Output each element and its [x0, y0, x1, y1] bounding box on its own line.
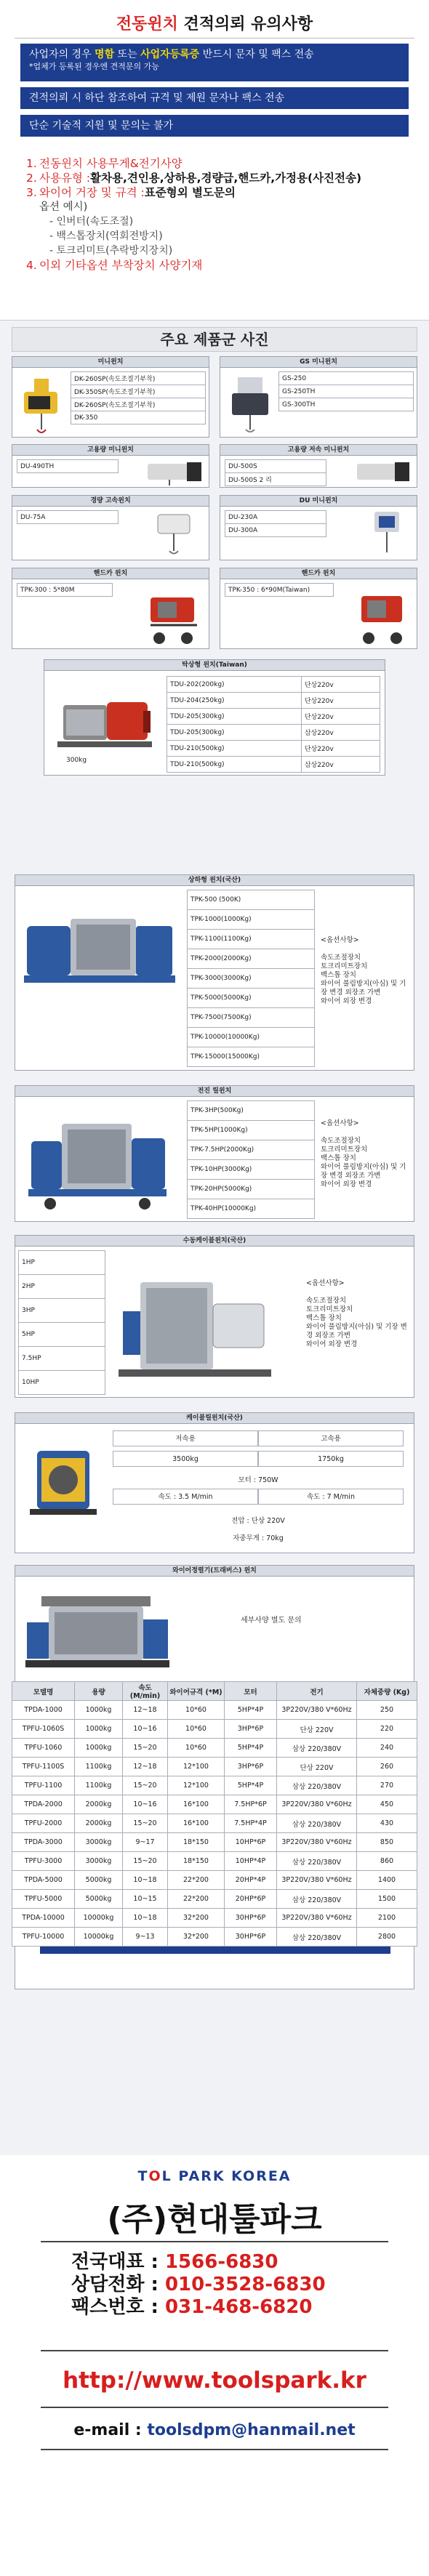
- table-cell: 12*100: [168, 1776, 225, 1795]
- hs-winch-table: DU-490TH: [17, 459, 119, 473]
- updown-winch-table: [187, 890, 315, 1067]
- table-cell: TPFU-1100S: [12, 1758, 75, 1776]
- table-cell: 15~20: [123, 1776, 168, 1795]
- table-row: TPK-15000(15000Kg): [188, 1047, 315, 1067]
- fast-winch-table: [187, 1100, 315, 1219]
- table-cell: 2100: [357, 1909, 417, 1928]
- table-row: 10HP: [19, 1371, 105, 1395]
- notice-item: 1. 전동윈치 사용무게&전기사양: [26, 157, 183, 170]
- hand-winch2-image: [348, 581, 414, 647]
- table-cell: 10000kg: [75, 1909, 123, 1928]
- large-winch-spec-table: [12, 1681, 417, 1947]
- table-row: [12, 1909, 417, 1928]
- table-cell: 삼상 220/380V: [277, 1814, 357, 1833]
- table-cell: 32*200: [168, 1909, 225, 1928]
- table-cell: 15~20: [123, 1814, 168, 1833]
- table-cell: 3000kg: [75, 1852, 123, 1871]
- table-cell: 5000kg: [75, 1890, 123, 1909]
- table-cell: TPDA-1000: [12, 1701, 75, 1720]
- notice-box-business: 사업자의 경우 명함 또는 사업자등록증 반드시 문자 및 팩스 전송 *업체가 등록된 경우엔 견적문의 가능: [20, 44, 409, 81]
- table-cell: 20HP*6P: [225, 1890, 277, 1909]
- table-cell: 1100kg: [75, 1776, 123, 1795]
- table-row: TPK-20HP(5000Kg): [188, 1180, 315, 1199]
- table-cell: 18*150: [168, 1833, 225, 1852]
- cable-reel-speed-row: 속도 : 3.5 M/min 속도 : 7 M/min: [113, 1489, 404, 1505]
- hs-winch2-image: [354, 458, 414, 487]
- option-head: 옵션 예시): [39, 201, 88, 213]
- updown-winch-image: [20, 897, 180, 1006]
- notice-item: 4. 이외 기타옵션 부착장치 사양기재: [26, 259, 203, 272]
- table-cell: 430: [357, 1814, 417, 1833]
- card-hand-winch: 핸드카 윈치 TPK-300 : 5*80M: [12, 568, 209, 649]
- table-row: TDU-205(300kg) 단상220v: [167, 709, 380, 725]
- gs-winch-table: GS-250 GS-250TH GS-300TH: [278, 371, 414, 411]
- table-row: TDU-202(200kg) 단상220v: [167, 677, 380, 693]
- table-cell: 10HP*6P: [225, 1833, 277, 1852]
- table-header-row: 모델명 용량 속도 (M/min) 와이어규격 (*M) 모터 전기 자체중량 (Kg): [12, 1682, 417, 1701]
- table-row: 5HP: [19, 1323, 105, 1347]
- option-item: - 토크리미트(추락방지장치): [49, 245, 173, 257]
- table-cell: 삼상 220/380V: [277, 1776, 357, 1795]
- cable-options: <옵션사항> 속도조절장치 토크리미트장치 백스톱 장치 와이어 풀림방지(아심) 및 기장 변경 외장조 가변 와이어 외장 변경: [306, 1279, 407, 1348]
- table-row: [12, 1871, 417, 1890]
- table-cell: TPFU-1100: [12, 1776, 75, 1795]
- table-cell: 7.5HP*4P: [225, 1814, 277, 1833]
- table-cell: 20HP*4P: [225, 1871, 277, 1890]
- notice-item: 2. 사용유형 : 활차용,견인용,상하용,경량급,핸드카,가정용(사진전송): [26, 172, 362, 185]
- table-cell: TPDA-2000: [12, 1795, 75, 1814]
- table-cell: 18*150: [168, 1852, 225, 1871]
- table-row: TPK-10000(10000Kg): [188, 1028, 315, 1047]
- table-cell: 3P220V/380 V*60Hz: [277, 1909, 357, 1928]
- table-cell: 260: [357, 1758, 417, 1776]
- table-cell: 16*100: [168, 1814, 225, 1833]
- fax-number: 031-468-6820: [164, 2296, 313, 2318]
- table-row: TPK-40HP(10000Kg): [188, 1199, 315, 1219]
- mini-winch-image: [15, 371, 68, 435]
- divider: [15, 38, 414, 39]
- cable-winch-image: [111, 1253, 278, 1394]
- table-cell: 단상 220V: [277, 1758, 357, 1776]
- table-cell: TPFU-10000: [12, 1928, 75, 1947]
- du-winch-image: [360, 509, 414, 558]
- cable-reel-power: 전압 : 단상 220V: [231, 1517, 285, 1525]
- table-row: TPK-2000(2000Kg): [188, 949, 315, 969]
- cable-reel-value-row: 3500kg 1750kg: [113, 1451, 404, 1467]
- table-cell: 삼상 220/380V: [277, 1890, 357, 1909]
- table-row: [12, 1795, 417, 1814]
- light-winch-image: [146, 510, 204, 558]
- table-cell: 3P220V/380 V*60Hz: [277, 1701, 357, 1720]
- table-cell: TPFU-5000: [12, 1890, 75, 1909]
- table-cell: 450: [357, 1795, 417, 1814]
- table-cell: 12~18: [123, 1758, 168, 1776]
- table-cell: 1500: [357, 1890, 417, 1909]
- table-cell: TPDA-3000: [12, 1833, 75, 1852]
- svg-text:300kg: 300kg: [66, 757, 87, 764]
- taiwan-winch-image: [50, 676, 159, 770]
- table-cell: 10HP*4P: [225, 1852, 277, 1871]
- footer: [0, 2155, 429, 2576]
- table-cell: 5HP*4P: [225, 1701, 277, 1720]
- fast-winch-image: [21, 1102, 174, 1218]
- table-row: TDU-204(250kg) 단상220v: [167, 693, 380, 709]
- website-link[interactable]: http://www.toolspark.kr: [63, 2367, 366, 2394]
- table-cell: 3P220V/380 V*60Hz: [277, 1871, 357, 1890]
- traverse-winch-image: [20, 1582, 172, 1683]
- divider: [41, 2407, 388, 2408]
- table-cell: 30HP*6P: [225, 1909, 277, 1928]
- table-cell: 10~18: [123, 1871, 168, 1890]
- table-row: TDU-210(500kg) 삼상220v: [167, 757, 380, 773]
- hand-winch-image: [136, 581, 206, 647]
- light-winch-table: DU-75A: [17, 510, 119, 524]
- table-row: [12, 1701, 417, 1720]
- table-row: TPK-1000(1000Kg): [188, 910, 315, 930]
- table-cell: 22*200: [168, 1890, 225, 1909]
- cable-winch-table: [18, 1250, 105, 1395]
- notice-section: [0, 0, 429, 320]
- card-traverse-winch: 와이어정렬기(트래버스) 윈치 세부사양 별도 문의: [15, 1565, 414, 1686]
- table-cell: TPDA-5000: [12, 1871, 75, 1890]
- table-cell: 860: [357, 1852, 417, 1871]
- table-cell: 12~18: [123, 1701, 168, 1720]
- table-cell: 10*60: [168, 1720, 225, 1739]
- table-row: TPK-500 (500K): [188, 890, 315, 910]
- option-item: - 백스톱장치(역회전방지): [49, 230, 163, 242]
- hand-winch-table: TPK-300 : 5*80M: [17, 583, 113, 597]
- divider: [41, 2350, 388, 2351]
- products-header: 주요 제품군 사진: [12, 327, 417, 352]
- gs-winch-image: [225, 371, 276, 434]
- card-du-winch: DU 미니윈치 DU-230A DU-300A: [220, 495, 417, 560]
- notice-box-spec: 견적의뢰 시 하단 참조하여 규격 및 제원 문자나 팩스 전송: [20, 87, 409, 109]
- table-cell: 250: [357, 1701, 417, 1720]
- table-cell: 10~18: [123, 1909, 168, 1928]
- table-cell: 10*60: [168, 1701, 225, 1720]
- table-cell: 3P220V/380 V*60Hz: [277, 1833, 357, 1852]
- table-cell: 15~20: [123, 1739, 168, 1758]
- card-cable-reel-winch: 케이블릴윈치(국산) 저속용 고속용 3500kg 1750kg 모터 : 750W 속도 : 3.5 M/min 속도 : 7 M/min 전압 : 단상 220V 자중무게 : 70kg: [15, 1412, 414, 1553]
- table-cell: TPFU-2000: [12, 1814, 75, 1833]
- table-row: 1HP: [19, 1251, 105, 1275]
- table-cell: 1400: [357, 1871, 417, 1890]
- cable-reel-image: [20, 1429, 107, 1551]
- table-cell: 1000kg: [75, 1720, 123, 1739]
- email-line: e-mail : toolsdpm@hanmail.net: [73, 2421, 356, 2439]
- hs-winch-image: [143, 458, 206, 487]
- table-row: [12, 1814, 417, 1833]
- table-row: [12, 1758, 417, 1776]
- table-cell: 850: [357, 1833, 417, 1852]
- table-row: [12, 1739, 417, 1758]
- table-cell: 16*100: [168, 1795, 225, 1814]
- table-cell: 2000kg: [75, 1814, 123, 1833]
- table-cell: TPDA-10000: [12, 1909, 75, 1928]
- table-cell: 22*200: [168, 1871, 225, 1890]
- card-taiwan-winch: 탁상형 윈치(Taiwan) 300kg TDU-202(200kg) 단상220v TDU-204(250kg) 단상220v TDU-205(300kg) 단상220v TDU-205(300kg) 삼상220v TDU-210(500kg) 단상220v TDU-210(500kg) 삼상220v: [44, 659, 385, 776]
- table-cell: 단상 220V: [277, 1720, 357, 1739]
- table-row: TPK-7500(7500Kg): [188, 1008, 315, 1028]
- table-cell: 10~16: [123, 1720, 168, 1739]
- table-cell: 1100kg: [75, 1758, 123, 1776]
- option-item: - 인버터(속도조절): [49, 216, 134, 228]
- table-cell: 5HP*4P: [225, 1739, 277, 1758]
- card-hs-winch2: 고용량 저속 미니윈치 DU-500S DU-500S 2 리: [220, 444, 417, 488]
- traverse-note: 세부사양 별도 문의: [241, 1617, 302, 1625]
- table-cell: 2800: [357, 1928, 417, 1947]
- table-cell: 2000kg: [75, 1795, 123, 1814]
- table-row: TPK-5000(5000Kg): [188, 989, 315, 1008]
- hs-winch2-table: DU-500S DU-500S 2 리: [225, 459, 326, 486]
- table-row: [12, 1928, 417, 1947]
- table-cell: 270: [357, 1776, 417, 1795]
- table-row: [12, 1890, 417, 1909]
- table-cell: TPFU-1060S: [12, 1720, 75, 1739]
- divider: [41, 2449, 388, 2450]
- rep-phone-link[interactable]: 1566-6830: [164, 2251, 278, 2273]
- card-hs-winch: 고용량 미니윈치 DU-490TH: [12, 444, 209, 488]
- cable-reel-motor: 모터 : 750W: [238, 1476, 278, 1484]
- card-updown-winch: 상하형 윈치(국산) TPK-500 (500K) TPK-1000(1000Kg) TPK-1100(1100Kg) TPK-2000(2000Kg) TPK-3000(3000Kg) TPK-5000(5000Kg) TPK-7500(7500Kg) TPK-10000(10000Kg) TPK-15000(15000Kg) <옵션사항> 속도조절장치 토크리미트장치 백스톱 장치 와이어 풀림방지(아심) 및 기장 변경 외장조 가변 와이어 외장 변경: [15, 874, 414, 1071]
- table-cell: 10~15: [123, 1890, 168, 1909]
- table-cell: 12*100: [168, 1758, 225, 1776]
- card-light-winch: 경량 고속윈치 DU-75A: [12, 495, 209, 560]
- table-cell: 1000kg: [75, 1739, 123, 1758]
- table-row: [12, 1833, 417, 1852]
- taiwan-winch-table: [167, 676, 380, 773]
- table-cell: 삼상 220/380V: [277, 1739, 357, 1758]
- contact-phones: 전국대표 : 1566-6830 상담전화 : 010-3528-6830 팩스번호 : 031-468-6820: [71, 2251, 326, 2318]
- table-cell: 240: [357, 1739, 417, 1758]
- mini-winch-table: DK-260SP(속도조절기부착) DK-350SP(속도조절기부착) DK-260SP(속도조절기부착) DK-350: [71, 371, 206, 424]
- cable-reel-head-row: 저속용 고속용: [113, 1430, 404, 1446]
- table-row: [12, 1852, 417, 1871]
- card-mini-winch: 미니윈치 DK-260SP(속도조절기부착) DK-350SP(속도조절기부착) DK-260SP(속도조절기부착) DK-350: [12, 356, 209, 438]
- products-section: [0, 320, 429, 2155]
- table-row: TPK-3000(3000Kg): [188, 969, 315, 989]
- notice-box-support: 단순 기술적 지원 및 문의는 불가: [20, 115, 409, 137]
- table-cell: 220: [357, 1720, 417, 1739]
- table-row: TPK-1100(1100Kg): [188, 930, 315, 949]
- brand-logo: TOL PARK KOREA: [137, 2168, 292, 2184]
- table-cell: 삼상 220/380V: [277, 1928, 357, 1947]
- table-cell: 9~13: [123, 1928, 168, 1947]
- table-row: TDU-205(300kg) 삼상220v: [167, 725, 380, 741]
- card-cable-winch: 수동케이블윈치(국산) 1HP 2HP 3HP 5HP 7.5HP 10HP <옵션사항> 속도조절장치 토크리미트장치 백스톱 장치 와이어 풀림방지(아심) 및 기장 변경 외장조 가변 와이어 외장 변경: [15, 1235, 414, 1398]
- table-cell: 3P220V/380 V*60Hz: [277, 1795, 357, 1814]
- card-fast-winch: 전진 릴윈치 TPK-3HP(500Kg) TPK-5HP(1000Kg) TPK-7.5HP(2000Kg) TPK-10HP(3000Kg) TPK-20HP(5000Kg) TPK-40HP(10000Kg) <옵션사항> 속도조절장치 토크리미트장치 백스톱 장치 와이어 풀림방지(아심) 및 기장 변경 외장조 가변 와이어 외장 변경: [15, 1085, 414, 1222]
- table-cell: 7.5HP*6P: [225, 1795, 277, 1814]
- table-cell: 10000kg: [75, 1928, 123, 1947]
- table-cell: 3HP*6P: [225, 1720, 277, 1739]
- fast-options: <옵션사항> 속도조절장치 토크리미트장치 백스톱 장치 와이어 풀림방지(아심) 및 기장 변경 외장조 가변 와이어 외장 변경: [321, 1119, 406, 1188]
- notice-title: 전동윈치 견적의뢰 유의사항: [116, 15, 313, 33]
- table-cell: TPFU-3000: [12, 1852, 75, 1871]
- consult-phone-link[interactable]: 010-3528-6830: [164, 2274, 326, 2295]
- cable-reel-weight: 자중무게 : 70kg: [233, 1534, 284, 1542]
- du-winch-table: DU-230A DU-300A: [225, 510, 326, 537]
- table-cell: 5000kg: [75, 1871, 123, 1890]
- table-cell: 3000kg: [75, 1833, 123, 1852]
- table-row: TPK-10HP(3000Kg): [188, 1160, 315, 1180]
- table-cell: 10~16: [123, 1795, 168, 1814]
- email-link[interactable]: toolsdpm@hanmail.net: [147, 2421, 356, 2439]
- hand-winch2-table: TPK-350 : 6*90M(Taiwan): [225, 583, 334, 597]
- table-row: [12, 1776, 417, 1795]
- table-row: TPK-7.5HP(2000Kg): [188, 1140, 315, 1160]
- table-cell: 30HP*6P: [225, 1928, 277, 1947]
- table-row: 7.5HP: [19, 1347, 105, 1371]
- table-row: TPK-3HP(500Kg): [188, 1101, 315, 1121]
- updown-options: <옵션사항> 속도조절장치 토크리미트장치 백스톱 장치 와이어 풀림방지(아심) 및 기장 변경 외장조 가변 와이어 외장 변경: [321, 936, 406, 1005]
- notice-item: 3. 와이어 거장 및 규격 : 표준형외 별도문의: [26, 186, 236, 199]
- table-cell: 10*60: [168, 1739, 225, 1758]
- table-cell: 9~17: [123, 1833, 168, 1852]
- table-cell: 5HP*4P: [225, 1776, 277, 1795]
- table-cell: 32*200: [168, 1928, 225, 1947]
- card-gs-winch: GS 미니윈치 GS-250 GS-250TH GS-300TH: [220, 356, 417, 438]
- company-name: (주)현대툴파크: [107, 2201, 322, 2238]
- table-row: TDU-210(500kg) 단상220v: [167, 741, 380, 757]
- card-hand-winch2: 핸드카 윈치 TPK-350 : 6*90M(Taiwan): [220, 568, 417, 649]
- table-cell: 3HP*6P: [225, 1758, 277, 1776]
- table-cell: 15~20: [123, 1852, 168, 1871]
- table-row: 2HP: [19, 1275, 105, 1299]
- notice-list: [26, 156, 412, 273]
- table-row: 3HP: [19, 1299, 105, 1323]
- table-row: [12, 1720, 417, 1739]
- table-cell: 1000kg: [75, 1701, 123, 1720]
- table-row: TPK-5HP(1000Kg): [188, 1121, 315, 1140]
- table-cell: 삼상 220/380V: [277, 1852, 357, 1871]
- divider: [41, 2241, 388, 2242]
- table-cell: TPFU-1060: [12, 1739, 75, 1758]
